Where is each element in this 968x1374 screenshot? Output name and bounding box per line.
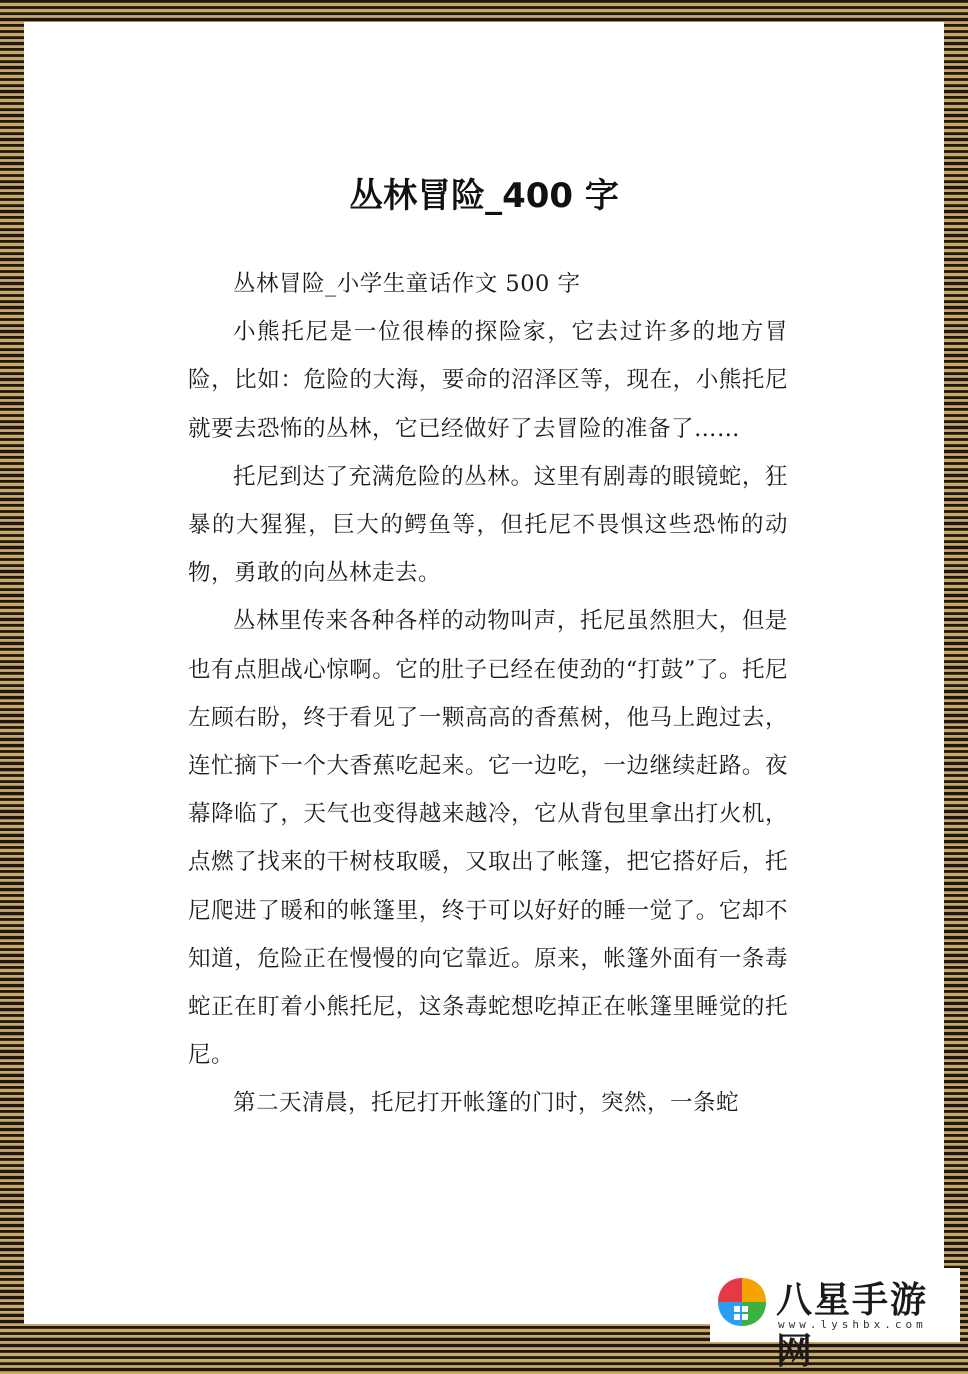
document-page	[24, 22, 944, 1324]
site-watermark	[710, 1268, 960, 1372]
paragraph-subtitle: 丛林冒险_小学生童话作文 500 字	[233, 271, 581, 297]
site-url: www.lyshbx.com	[778, 1318, 927, 1331]
site-logo-icon	[714, 1274, 770, 1330]
paragraph: 第二天清晨，托尼打开帐篷的门时，突然，一条蛇	[233, 1090, 740, 1117]
paragraph: 小熊托尼是一位很棒的探险家，它去过许多的地方冒险，比如：危险的大海，要命的沼泽区等，现在，小熊托尼就要去恐怖的丛林，它已经做好了去冒险的准备了……	[188, 319, 788, 442]
document-title: 丛林冒险_400 字	[349, 176, 619, 216]
site-name: 八星手游网	[776, 1280, 929, 1372]
paragraph: 托尼到达了充满危险的丛林。这里有剧毒的眼镜蛇，狂暴的大猩猩，巨大的鳄鱼等，但托尼不畏惧这些恐怖的动物，勇敢的向丛林走去。	[188, 463, 788, 587]
paragraph: 丛林里传来各种各样的动物叫声，托尼虽然胆大，但是也有点胆战心惊啊。它的肚子已经在使劲的“打鼓”了。托尼左顾右盼，终于看见了一颗高高的香蕉树，他马上跑过去，连忙摘下一个大香蕉吃起来。它一边吃，一边继续赶路。夜幕降临了，天气也变得越来越冷，它从背包里拿出打火机，点燃了找来的干树枝取暖，又取出了帐篷，把它搭好后，托尼爬进了暖和的帐篷里，终于可以好好的睡一觉了。它却不知道，危险正在慢慢的向它靠近。原来，帐篷外面有一条毒蛇正在盯着小熊托尼，这条毒蛇想吃掉正在帐篷里睡觉的托尼。	[188, 608, 788, 1069]
document-body	[188, 260, 788, 1128]
